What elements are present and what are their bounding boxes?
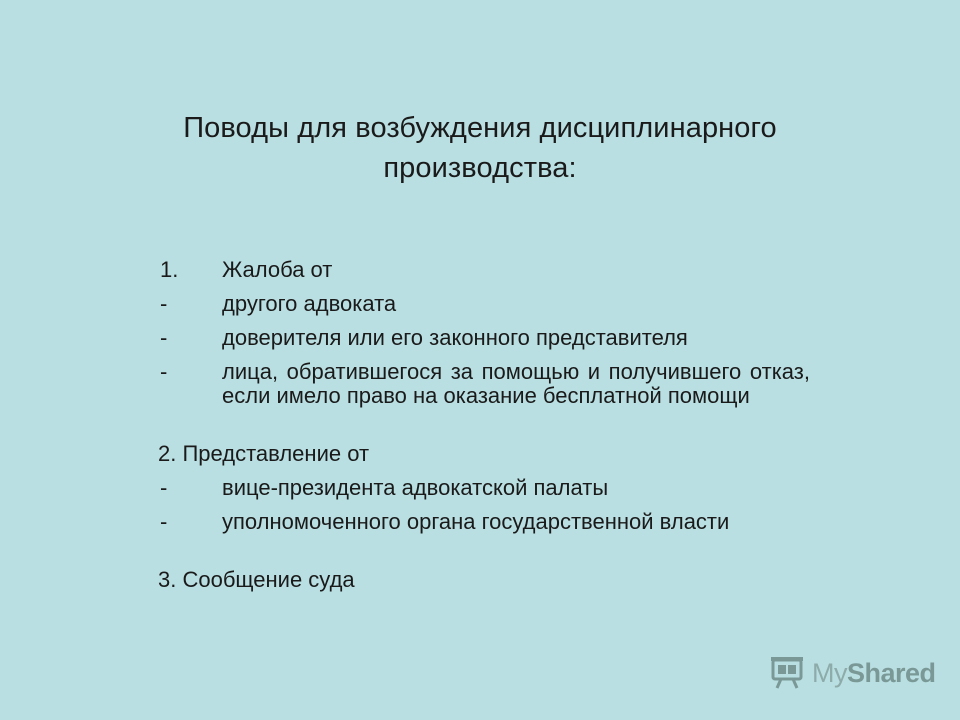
dash-marker: -	[160, 359, 168, 384]
title-line-1: Поводы для возбуждения дисциплинарного	[183, 112, 777, 144]
dash-marker: -	[160, 475, 168, 500]
list-item	[158, 360, 810, 408]
section1-number: 1.	[160, 257, 179, 282]
title-line-2: производства:	[383, 152, 577, 184]
list-item-text: доверителя или его законного представителя	[222, 325, 688, 350]
list-item	[158, 510, 810, 534]
list-item	[158, 326, 810, 350]
dash-marker: -	[160, 291, 168, 316]
list-item-text: другого адвоката	[222, 291, 397, 316]
watermark-suffix: Shared	[847, 657, 936, 688]
slide-title	[120, 108, 840, 188]
watermark-prefix: My	[812, 657, 847, 688]
section1-heading	[158, 258, 810, 282]
section-gap	[158, 418, 810, 442]
list-item-text: уполномоченного органа государственной власти	[222, 509, 730, 534]
watermark-text	[812, 658, 936, 689]
list-item-text: лица, обратившегося за помощью и получившего отказ, если имело право на оказание бесплатной помощи	[222, 359, 810, 408]
section2-heading: 2. Представление от	[158, 441, 370, 466]
dash-marker: -	[160, 325, 168, 350]
list-item	[158, 292, 810, 316]
section1-heading-text: Жалоба от	[222, 257, 333, 282]
list-item	[158, 476, 810, 500]
list-item-text: вице-президента адвокатской палаты	[222, 475, 609, 500]
myshared-watermark	[770, 656, 936, 690]
dash-marker: -	[160, 509, 168, 534]
section-gap	[158, 544, 810, 568]
section3-heading: 3. Сообщение суда	[158, 567, 355, 592]
presentation-board-icon	[770, 656, 808, 690]
content-list	[158, 258, 810, 602]
